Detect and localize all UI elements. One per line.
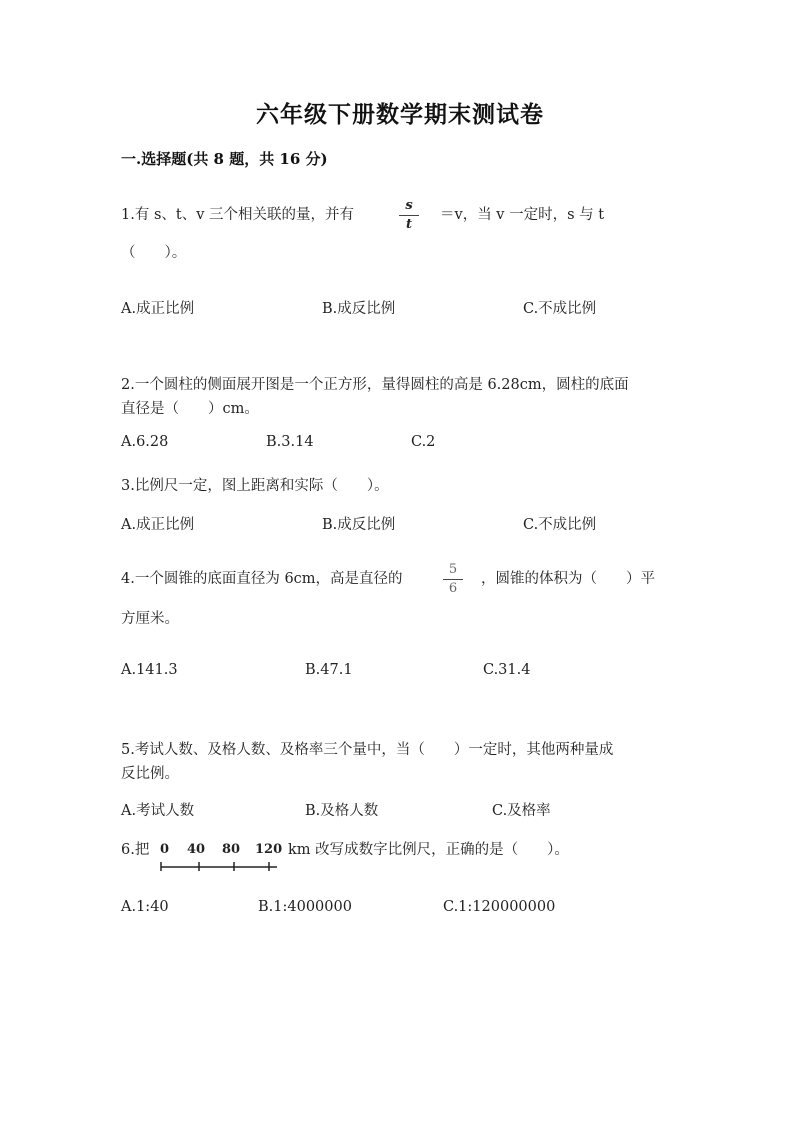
fraction-numerator: s — [405, 198, 413, 213]
question-1-text-c: （ ）。 — [121, 245, 187, 261]
fraction-bar — [399, 215, 419, 216]
fraction-bar — [443, 579, 463, 580]
question-2-line-2: 直径是（ ）cm。 — [121, 401, 259, 417]
question-4-text-a: 4.一个圆锥的底面直径为 6cm，高是直径的 — [121, 571, 403, 587]
question-6-text-b: km 改写成数字比例尺，正确的是（ ）。 — [288, 842, 569, 858]
question-2-option-a: A.6.28 — [121, 434, 169, 450]
fraction-numerator: 5 — [448, 562, 458, 577]
scale-label: 120 — [255, 842, 283, 857]
question-1-fraction — [399, 199, 419, 231]
scale-label: 0 — [160, 842, 170, 857]
question-2-option-c: C.2 — [411, 434, 436, 450]
question-6-text-a: 6.把 — [121, 842, 150, 858]
scale-label: 80 — [222, 842, 241, 857]
question-5-option-a: A.考试人数 — [121, 803, 195, 819]
question-5-line-1: 5.考试人数、及格人数、及格率三个量中，当（ ）一定时，其他两种量成 — [121, 742, 614, 758]
question-1-option-c: C.不成比例 — [523, 301, 597, 317]
question-3-line-1: 3.比例尺一定，图上距离和实际（ ）。 — [121, 478, 389, 494]
question-5-option-c: C.及格率 — [492, 803, 551, 819]
question-1-text-b: ＝v，当 v 一定时，s 与 t — [440, 207, 605, 223]
scale-ruler — [157, 842, 282, 874]
question-1-option-a: A.成正比例 — [121, 301, 195, 317]
question-5-option-b: B.及格人数 — [305, 803, 379, 819]
question-5-line-2: 反比例。 — [121, 766, 179, 782]
fraction-denominator: t — [405, 217, 412, 232]
question-3-option-b: B.成反比例 — [322, 517, 396, 533]
question-2-line-1: 2.一个圆柱的侧面展开图是一个正方形，量得圆柱的高是 6.28cm，圆柱的底面 — [121, 377, 629, 393]
question-4-option-c: C.31.4 — [483, 662, 531, 678]
question-6-option-c: C.1:120000000 — [443, 899, 556, 915]
question-6-option-a: A.1:40 — [121, 899, 169, 915]
question-6-option-b: B.1:4000000 — [258, 899, 352, 915]
question-3-option-a: A.成正比例 — [121, 517, 195, 533]
question-4-text-c: 方厘米。 — [121, 611, 179, 627]
question-2-option-b: B.3.14 — [266, 434, 314, 450]
question-4-option-b: B.47.1 — [305, 662, 353, 678]
fraction-denominator: 6 — [448, 581, 458, 596]
question-4-text-b: ，圆锥的体积为（ ）平 — [481, 571, 655, 587]
question-4-option-a: A.141.3 — [121, 662, 178, 678]
question-1-text-a: 1.有 s、t、v 三个相关联的量，并有 — [121, 207, 355, 223]
question-1-option-b: B.成反比例 — [322, 301, 396, 317]
scale-label: 40 — [187, 842, 206, 857]
page-title: 六年级下册数学期末测试卷 — [256, 101, 544, 128]
section-heading: 一.选择题(共 8 题，共 16 分) — [121, 150, 328, 168]
question-4-fraction — [443, 563, 463, 595]
question-3-option-c: C.不成比例 — [523, 517, 597, 533]
